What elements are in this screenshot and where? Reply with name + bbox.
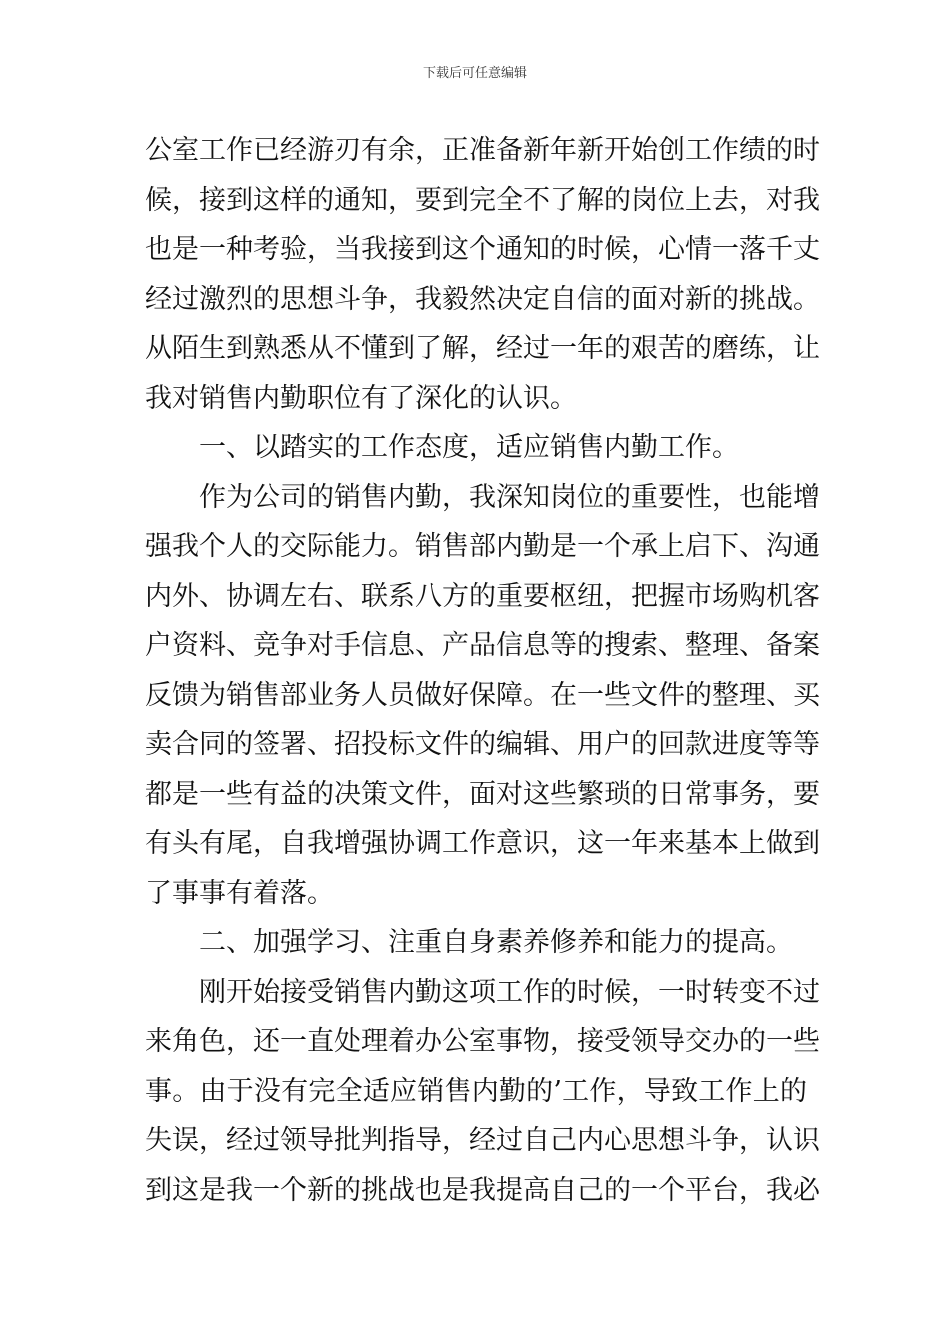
text-line: 经过激烈的思想斗争，我毅然决定自信的面对新的挑战。 [145,283,820,315]
text-line: 事。由于没有完全适应销售内勤的’工作，导致工作上的 [145,1075,807,1107]
text-line: 户资料、竞争对手信息、产品信息等的搜索、整理、备案 [145,630,820,661]
text-line: 我对销售内勤职位有了深化的认识。 [145,382,577,414]
text-line: 二、加强学习、注重自身素养修养和能力的提高。 [199,927,793,958]
text-line: 了事事有着落。 [145,877,334,909]
text-line: 从陌生到熟悉从不懂到了解，经过一年的艰苦的磨练，让 [145,333,820,364]
text-line: 卖合同的签署、招投标文件的编辑、用户的回款进度等等 [145,729,820,760]
text-line: 都是一些有益的决策文件，面对这些繁琐的日常事务，要 [145,778,820,810]
text-line: 作为公司的销售内勤，我深知岗位的重要性，也能增 [199,481,820,513]
text-line: 候，接到这样的通知，要到完全不了解的岗位上去，对我 [145,184,820,216]
text-line: 失误，经过领导批判指导，经过自己内心思想斗争，认识 [145,1125,820,1156]
document-body [145,126,820,1215]
text-line: 一、以踏实的工作态度，适应销售内勤工作。 [199,432,739,463]
page-header: 下载后可任意编辑 [422,66,527,81]
text-line: 也是一种考验，当我接到这个通知的时候，心情一落千丈 [145,234,820,265]
text-line: 到这是我一个新的挑战也是我提高自己的一个平台，我必 [145,1174,820,1206]
text-line: 刚开始接受销售内勤这项工作的时候，一时转变不过 [199,976,820,1008]
text-line: 有头有尾，自我增强协调工作意识，这一年来基本上做到 [145,828,820,859]
text-line: 来角色，还一直处理着办公室事物，接受领导交办的一些 [145,1026,820,1057]
text-line: 强我个人的交际能力。销售部内勤是一个承上启下、沟通 [145,531,820,562]
text-line: 反馈为销售部业务人员做好保障。在一些文件的整理、买 [145,679,820,711]
text-line: 公室工作已经游刃有余，正准备新年新开始创工作绩的时 [145,135,820,166]
text-line: 内外、协调左右、联系八方的重要枢纽，把握市场购机客 [145,580,820,612]
